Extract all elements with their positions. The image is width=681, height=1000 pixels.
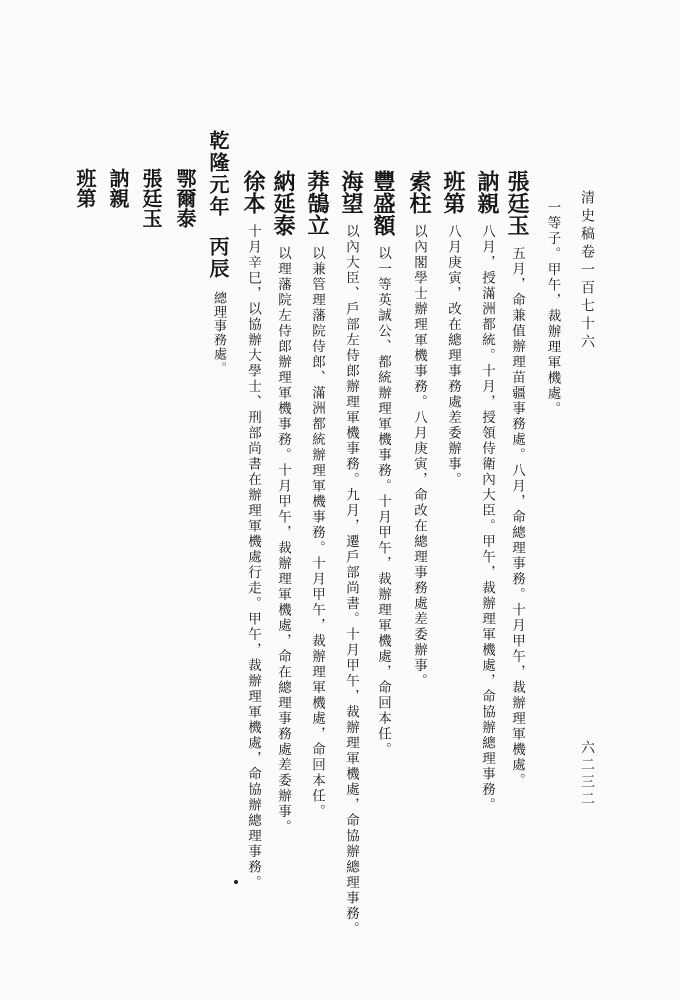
list-name: 班第 (73, 168, 97, 208)
entry-text: 八月庚寅，改在總理事務處差委辦事。 (445, 224, 461, 488)
entry-column (242, 170, 264, 891)
entry-column (306, 170, 328, 820)
entry-text: 以內閣學士辦理軍機事務。八月庚寅，命改在總理事務處差委辦事。 (411, 224, 427, 690)
official-name: 索柱 (406, 170, 432, 214)
entry-text: 以一等英誠公、都統辦理軍機事務。十月甲午，裁辦理軍機處，命回本任。 (375, 246, 391, 758)
page-number: 六二三二 (579, 740, 595, 808)
official-name: 班第 (440, 170, 466, 214)
entry-column (372, 170, 394, 758)
entry-column (476, 170, 498, 813)
list-name: 鄂爾泰 (173, 168, 197, 228)
entry-column (272, 170, 294, 835)
year-note: 總理事務處。 (211, 290, 226, 375)
entry-column (408, 170, 430, 689)
entry-text: 以兼管理藩院侍郎、滿洲都統辦理軍機事務。十月甲午，裁辦理軍機處，命回本任。 (309, 246, 325, 820)
entry-text: 以理藩院左侍郎辦理軍機事務。十月甲午，裁辦理軍機處，命在總理事務處差委辦事。 (275, 246, 291, 836)
year-column (208, 130, 228, 375)
ink-dot (234, 880, 238, 884)
entry-text: 十月辛巳，以協辦大學士、刑部尚書在辦理軍機處行走。甲午，裁辦理軍機處，命協辦總理事務。 (245, 224, 261, 891)
entry-text: 一等子。甲午，裁辦理軍機處。 (544, 200, 561, 417)
entry-column (442, 170, 464, 488)
text-column (545, 200, 559, 417)
official-name: 訥親 (474, 170, 500, 214)
entry-column (340, 170, 362, 937)
entry-text: 以內大臣、戶部左侍郎辦理軍機事務。九月，遷戶部尚書。十月甲午，裁辦理軍機處，命協辦總理事務。 (343, 224, 359, 938)
official-name: 海望 (338, 170, 364, 214)
official-name: 張廷玉 (504, 170, 530, 236)
official-name: 納延泰 (270, 170, 296, 236)
page-header-title: 清史稿卷一百七十六 (579, 190, 595, 352)
era-year: 乾隆元年 (206, 130, 230, 218)
list-name: 張廷玉 (139, 168, 163, 228)
official-name: 徐本 (240, 170, 266, 214)
ganzhi-label: 丙辰 (206, 236, 230, 281)
list-name: 訥親 (106, 168, 130, 208)
official-name: 豐盛額 (370, 170, 396, 236)
entry-text: 五月，命兼值辦理苗疆事務處。八月，命總理事務。十月甲午，裁辦理軍機處。 (509, 246, 525, 789)
entry-text: 八月，授滿洲都統。十月，授領侍衛內大臣。甲午，裁辦理軍機處，命協辦總理事務。 (479, 224, 495, 814)
entry-column (506, 170, 528, 789)
official-name: 莽鵠立 (304, 170, 330, 236)
